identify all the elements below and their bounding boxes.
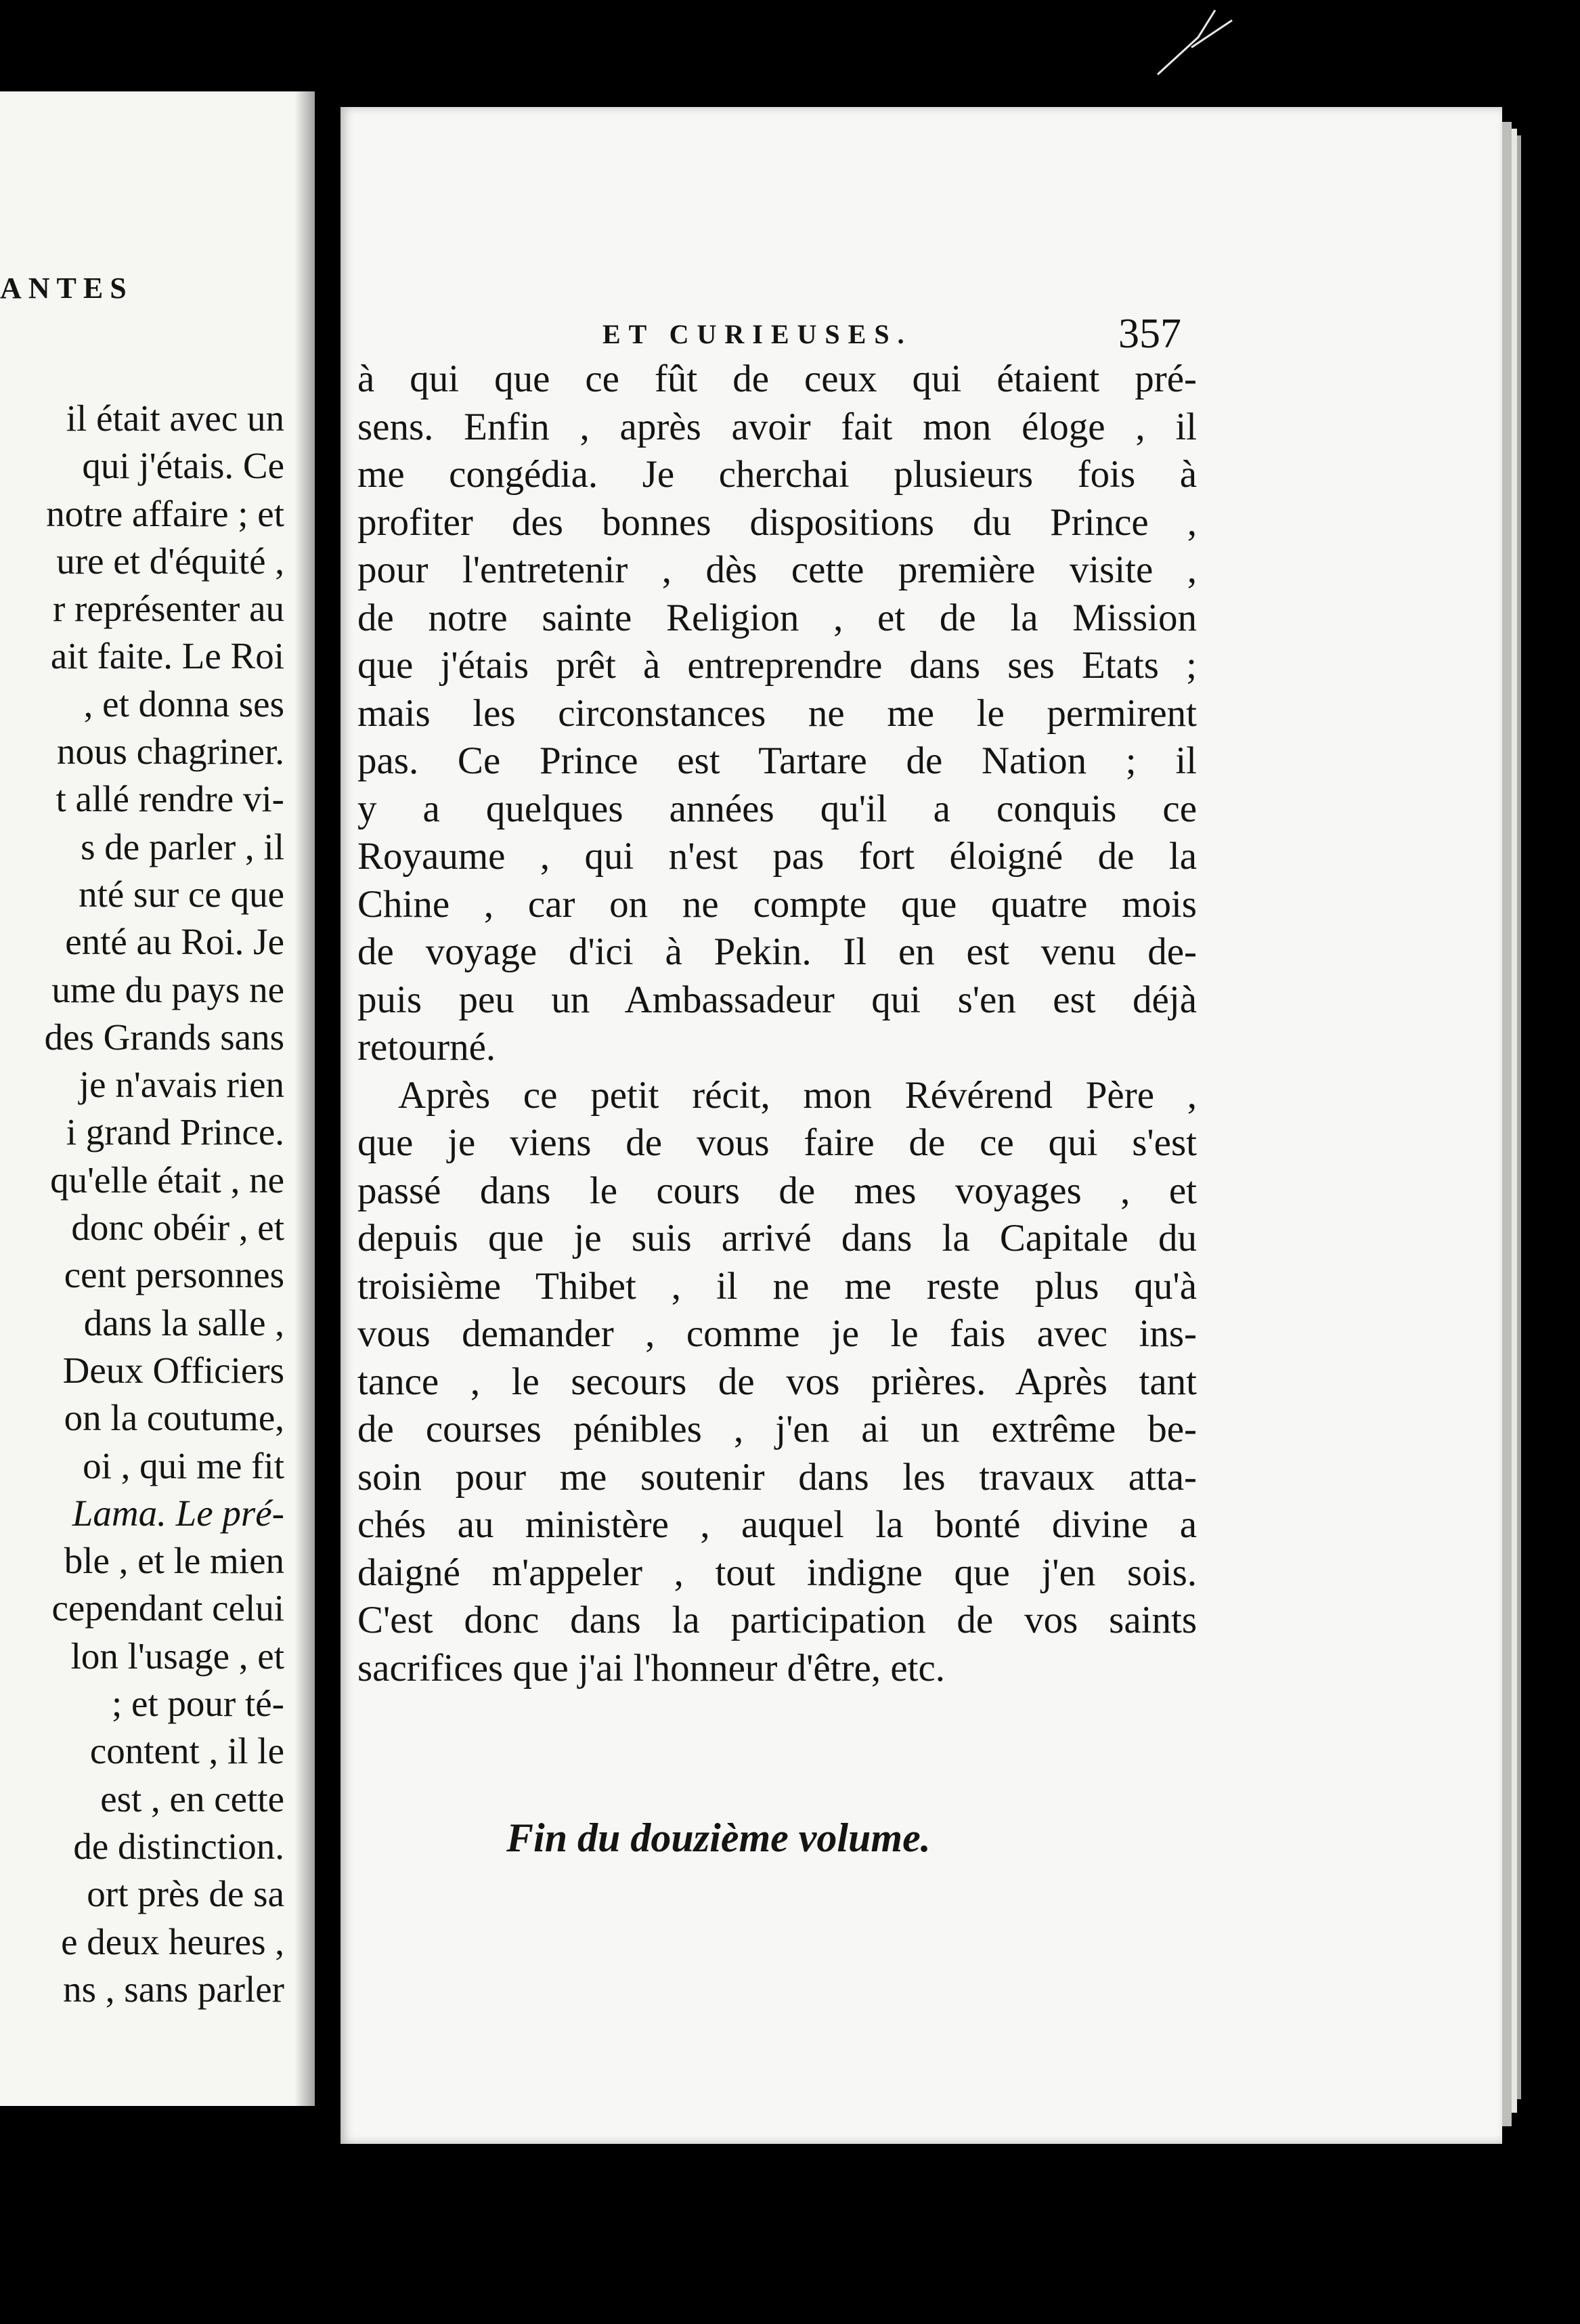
left-text-line: on la coutume, bbox=[64, 1397, 284, 1439]
left-text-line: cependant celui bbox=[51, 1587, 284, 1629]
text-line: depuis que je suis arrivé dans la Capitale du bbox=[357, 1217, 1197, 1260]
left-text-line: e deux heures , bbox=[61, 1920, 284, 1962]
pencil-mark bbox=[1151, 0, 1246, 81]
text-line: à qui que ce fût de ceux qui étaient pré- bbox=[357, 358, 1197, 400]
text-line: profiter des bonnes dispositions du Prince , bbox=[357, 500, 1197, 544]
text-line: que j'étais prêt à entreprendre dans ses Etats ; bbox=[357, 644, 1197, 687]
left-text-line: est , en cette bbox=[100, 1778, 284, 1820]
left-page bbox=[0, 91, 315, 2106]
text-line: Royaume , qui n'est pas fort éloigné de la bbox=[357, 835, 1197, 878]
text-line: de notre sainte Religion , et de la Mission bbox=[357, 596, 1197, 639]
page-edge bbox=[1512, 129, 1517, 2113]
text-line: Après ce petit récit, mon Révérend Père , bbox=[398, 1073, 1197, 1117]
left-text-line: , et donna ses bbox=[83, 683, 284, 725]
gutter-shadow bbox=[294, 91, 315, 2106]
page-edge bbox=[1502, 122, 1512, 2126]
text-line: y a quelques années qu'il a conquis ce bbox=[357, 787, 1197, 830]
left-text-line: oi , qui me fit bbox=[83, 1444, 284, 1486]
left-text-line: i grand Prince. bbox=[66, 1111, 284, 1153]
left-text-line: qui j'étais. Ce bbox=[82, 445, 284, 487]
text-line: de voyage d'ici à Pekin. Il en est venu de- bbox=[357, 930, 1197, 973]
left-text-line: nté sur ce que bbox=[79, 873, 284, 915]
text-line: C'est donc dans la participation de vos saints bbox=[357, 1599, 1197, 1641]
text-line: retourné. bbox=[357, 1026, 496, 1069]
text-line: mais les circonstances ne me le permirent bbox=[357, 691, 1197, 735]
closing-line: Fin du douzième volume. bbox=[506, 1815, 931, 1860]
page-number: 357 bbox=[1118, 311, 1181, 357]
left-text-line: donc obéir , et bbox=[71, 1207, 284, 1249]
left-page-text bbox=[0, 395, 284, 2013]
text-line: troisième Thibet , il ne me reste plus qu'à bbox=[357, 1264, 1197, 1308]
left-text-line: s de parler , il bbox=[81, 825, 284, 867]
running-head: ET CURIEUSES. bbox=[602, 319, 913, 349]
text-line: sens. Enfin , après avoir fait mon éloge , il bbox=[357, 405, 1197, 448]
left-text-line: ort près de sa bbox=[87, 1873, 284, 1915]
left-text-line: ait faite. Le Roi bbox=[50, 635, 284, 677]
left-text-line: enté au Roi. Je bbox=[65, 921, 284, 963]
left-text-line: cent personnes bbox=[64, 1254, 284, 1296]
left-text-line: r représenter au bbox=[52, 588, 284, 630]
left-text-line: je n'avais rien bbox=[79, 1064, 284, 1106]
left-text-line: notre affaire ; et bbox=[46, 492, 284, 534]
text-line: vous demander , comme je le fais avec ins- bbox=[357, 1312, 1197, 1355]
page-edge bbox=[1517, 135, 1521, 2099]
left-text-line: Deux Officiers bbox=[62, 1349, 284, 1391]
text-line: chés au ministère , auquel la bonté divine a bbox=[357, 1503, 1197, 1546]
left-text-line: des Grands sans bbox=[44, 1016, 284, 1058]
text-line: Chine , car on ne compte que quatre mois bbox=[357, 882, 1197, 926]
text-line: soin pour me soutenir dans les travaux atta- bbox=[357, 1455, 1197, 1499]
left-text-line: qu'elle était , ne bbox=[50, 1159, 284, 1201]
left-text-line: content , il le bbox=[89, 1730, 284, 1772]
left-text-line: de distinction. bbox=[73, 1825, 284, 1867]
text-line: passé dans le cours de mes voyages , et bbox=[357, 1169, 1197, 1212]
text-line: daigné m'appeler , tout indigne que j'en sois. bbox=[357, 1551, 1197, 1594]
text-line: puis peu un Ambassadeur qui s'en est déjà bbox=[357, 978, 1197, 1021]
left-text-line: ure et d'équité , bbox=[56, 540, 284, 582]
left-text-line: ume du pays ne bbox=[51, 968, 284, 1010]
text-line: que je viens de vous faire de ce qui s'est bbox=[357, 1121, 1197, 1164]
left-text-line: nous chagriner. bbox=[56, 731, 284, 773]
left-text-line: t allé rendre vi- bbox=[56, 778, 284, 820]
left-text-line: il était avec un bbox=[66, 397, 284, 439]
left-text-line: dans la salle , bbox=[83, 1301, 284, 1343]
left-running-head: ANTES bbox=[0, 272, 133, 305]
text-line: de courses pénibles , j'en ai un extrême be- bbox=[357, 1408, 1197, 1450]
left-text-line: Lama. Le pré- bbox=[72, 1492, 284, 1534]
text-line: pas. Ce Prince est Tartare de Nation ; il bbox=[357, 739, 1197, 782]
left-text-line: ns , sans parler bbox=[63, 1968, 284, 2010]
left-text-line: ble , et le mien bbox=[64, 1540, 284, 1582]
left-text-line: ; et pour té- bbox=[111, 1683, 284, 1725]
text-line: tance , le secours de vos prières. Après tant bbox=[357, 1360, 1197, 1403]
text-line: sacrifices que j'ai l'honneur d'être, etc. bbox=[357, 1646, 945, 1690]
text-line: pour l'entretenir , dès cette première visite , bbox=[357, 548, 1197, 591]
left-text-line: lon l'usage , et bbox=[70, 1635, 284, 1677]
text-line: me congédia. Je cherchai plusieurs fois à bbox=[357, 453, 1197, 496]
body-text bbox=[357, 356, 1197, 1692]
